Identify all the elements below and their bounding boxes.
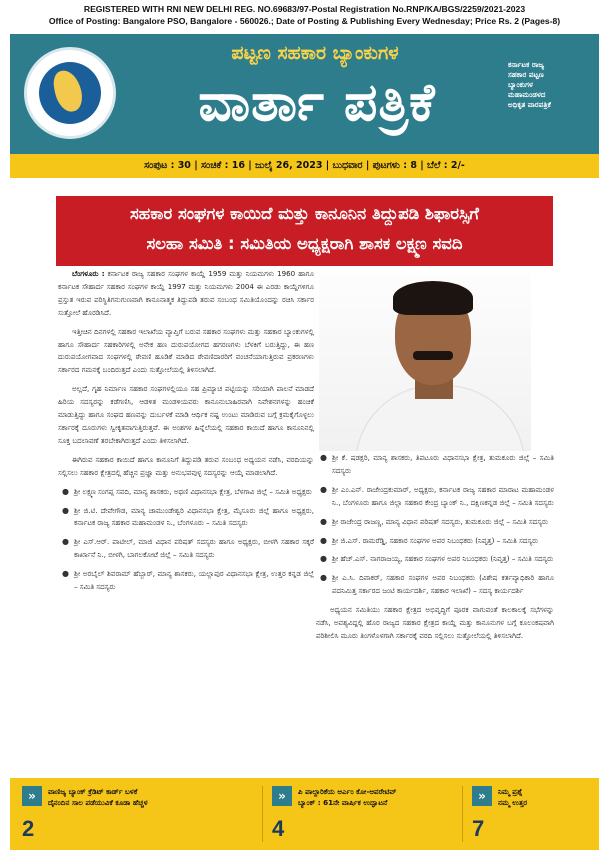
bullet-icon: ● xyxy=(62,537,69,547)
lakshman-savadi-photo xyxy=(319,273,531,451)
member-list-item: ● ಶ್ರೀ ಜಿ.ಎಸ್. ರಾಮರೆಡ್ಡಿ, ಸಹಕಾರ ಸಂಘಗಳ ಅಪರ ನಿಬಂಧಕರು (ನಿವೃತ್ತ) – ಸಮಿತಿ ಸದಸ್ಯರು xyxy=(316,535,554,548)
divider xyxy=(462,786,463,842)
bullet-icon: ● xyxy=(320,554,327,564)
teaser-page-number: 7 xyxy=(472,816,485,841)
side-note-line: ಮಹಾಮಂಡಳದ xyxy=(508,90,546,99)
member-list-item: ● ಶ್ರೀ ಅರಬೈಲ್ ಶಿವರಾಮ್ ಹೆಬ್ಬಾರ್, ಮಾನ್ಯ ಶಾಸಕರು, ಯಲ್ಲಾಪುರ ವಿಧಾನಸಭಾ ಕ್ಷೇತ್ರ, ಉತ್ತರ ಕನ್ನಡ ಜಿಲ್ಲೆ – ಸಮಿತಿ ಸದಸ್ಯರು xyxy=(62,569,314,592)
bullet-icon: ● xyxy=(320,484,327,494)
side-note-line: ಬ್ಯಾಂಕುಗಳ xyxy=(508,80,533,89)
article-paragraph: ಅಲ್ಲದೆ, ಗೃಹ ನಿರ್ಮಾಣ ಸಹಕಾರ ಸಂಘಗಳಲ್ಲಿಯೂ ಸಹ ಪ್ರಿಮ್ಯಾಚ ಪಟ್ಟಿಯನ್ನು ಸರಿಯಾಗಿ ಪಾಲನೆ ಮಾಡದೆ ಹಿರಿಯ ಸದಸ್ಯರನ್ನು ಕಡೆಗಣಿಸಿ, ಆಡಳಿತ ಮಂಡಳಿಯವರು ಕಾನೂನುಬಾಹಿರವಾಗಿ ನಿವೇಶನಗಳನ್ನು ಹಂಚಿಕೆ ಮಾಡುತ್ತಿದ್ದು ಹಾಗೂ ಸಂಘದ ಹಣವನ್ನು ದುರ್ಬಳಕೆ ಮಾಡಿ ಆರ್ಥಿಕ ನಷ್ಟ ಉಂಟು ಮಾಡಿರುವ ಬಗ್ಗೆ ಕ್ರಮಕೈಗೊಳ್ಳಲು ಸರ್ಕಾರಕ್ಕೆ ದೂರುಗಳು ಸ್ವೀಕೃತವಾಗುತ್ತಿರುತ್ತವೆ. ಈ ಅಂಶಗಳ ಹಿನ್ನೆಲೆಯಲ್ಲಿ ಸಹಕಾರ ಕಾಯಿದೆ ಹಾಗೂ ಕಾನೂನಿನಲ್ಲಿ ಸೂಕ್ತ ಬದಲಾವಣೆ ತರಬೇಕಾಗಿರುತ್ತದೆ ಎಂದು ತಿಳಿಸಲಾಗಿದೆ. xyxy=(58,384,314,445)
member-list-item: ● ಶ್ರೀ ಜಿ.ಟಿ. ದೇವೇಗೌಡ, ಮಾನ್ಯ ಚಾಮುಂಡೇಶ್ವರಿ ವಿಧಾನಸಭಾ ಕ್ಷೇತ್ರ, ಮೈಸೂರು ಜಿಲ್ಲೆ ಹಾಗೂ ಅಧ್ಯಕ್ಷರು, ಕರ್ನಾಟಕ ರಾಜ್ಯ ಸಹಕಾರ ಮಹಾಮಂಡಳ ನಿ., ಬೆಂಗಳೂರು – ಸಮಿತಿ ಸದಸ್ಯರು xyxy=(62,505,314,528)
side-note-line: ಅಧಿಕೃತ ವಾರಪತ್ರಿಕೆ xyxy=(508,100,551,109)
registration-line-2: Office of Posting: Bangalore PSO, Bangalore - 560026.; Date of Posting & Publishing Every Wednesday; Price Rs. 2 (Pages-8) xyxy=(48,15,561,26)
side-note-line: ಕರ್ನಾಟಕ ರಾಜ್ಯ xyxy=(508,60,545,69)
double-chevron-right-icon: » xyxy=(472,786,492,806)
bullet-icon: ● xyxy=(62,505,69,515)
bullet-icon: ● xyxy=(320,535,327,545)
headline-line-1: ಸಹಕಾರ ಸಂಘಗಳ ಕಾಯಿದೆ ಮತ್ತು ಕಾನೂನಿನ ತಿದ್ದುಪಡಿ ಶಿಫಾರಸ್ಸಿಗೆ xyxy=(130,204,479,223)
bullet-icon: ● xyxy=(62,486,69,496)
registration-line-1: REGISTERED WITH RNI NEW DELHI REG. NO.69683/97-Postal Registration No.RNP/KA/BGS/2259/2021-2023 xyxy=(83,4,526,14)
teaser-line-2: ಬ್ಯಾಂಕ್ : 61ನೇ ವಾರ್ಷಿಕ ಉದ್ಘಾಟನೆ xyxy=(298,798,388,807)
member-list-item: ● ಶ್ರೀ ಲಕ್ಷ್ಮಣ ಸಂಗಪ್ಪ ಸವದಿ, ಮಾನ್ಯ ಶಾಸಕರು, ಅಥಣಿ ವಿಧಾನಸಭಾ ಕ್ಷೇತ್ರ, ಬೆಳಗಾವಿ ಜಿಲ್ಲೆ – ಸಮಿತಿ ಅಧ್ಯಕ್ಷರು xyxy=(58,486,314,499)
teaser-line-1: ಪಿ ಪಾಲ್ದಾರಿಕೆಯ ಆರ್ಎಂ ಕೋ-ಆಪರೇಟಿವ್ xyxy=(298,787,397,796)
side-note-line: ಸಹಕಾರ ಪಟ್ಟಣ xyxy=(508,70,544,79)
bullet-icon: ● xyxy=(320,453,327,462)
member-list-item: ● ಶ್ರೀ ಕೆ. ಷಡಕ್ಷರಿ, ಮಾನ್ಯ ಶಾಸಕರು, ತಿಪಟೂರು ವಿಧಾನಸಭಾ ಕ್ಷೇತ್ರ, ತುಮಕೂರು ಜಿಲ್ಲೆ – ಸಮಿತಿ ಸದಸ್ಯರು xyxy=(320,453,554,475)
article-closing-paragraph: ಅಧ್ಯಯನ ಸಮಿತಿಯು ಸಹಕಾರ ಕ್ಷೇತ್ರದ ಅಭಿವೃದ್ಧಿಗೆ ಪೂರಕ ವಾಗುವಂತೆ ಕಾಲಕಾಲಕ್ಕೆ ಸಭೆಗಳನ್ನು ನಡೆಸಿ, ಅವಶ್ಯವಿದ್ದಲ್ಲಿ ಹೊರ ರಾಜ್ಯದ ಸಹಕಾರ ಕ್ಷೇತ್ರದ ಕಾಯ್ದೆ ಮತ್ತು ಕಾನೂನುಗಳ ಬಗ್ಗೆ ಕೂಲಂಕಷವಾಗಿ ಪರಿಶೀಲಿಸಿ ಮೂರು ತಿಂಗಳೊಳಗಾಗಿ ಸರ್ಕಾರಕ್ಕೆ ವರದಿ ಸಲ್ಲಿಸಲು ಸುತ್ತೋಲೆಯಲ್ಲಿ ತಿಳಿಸಲಾಗಿದೆ. xyxy=(316,605,554,640)
bullet-icon: ● xyxy=(320,573,327,583)
federation-logo-icon xyxy=(24,47,116,139)
teaser-line-1: ನಿಮ್ಮ ಪ್ರಶ್ನೆ xyxy=(498,787,523,796)
article-paragraph: ಇತ್ತೀಚಿನ ದಿನಗಳಲ್ಲಿ ಸಹಕಾರ ಇಲಾಖೆಯ ವ್ಯಾಪ್ತಿಗೆ ಬರುವ ಸಹಕಾರ ಸಂಘಗಳು ಮತ್ತು ಸಹಕಾರ ಬ್ಯಾಂಕುಗಳಲ್ಲಿ ಹಾಗೂ ಸೌಹಾರ್ದ ಸಹಕಾರಿಗಳಲ್ಲಿ ಅನೇಕ ಹಣ ದುರುಪಯೋಗದ ಹಗರಣಗಳು ಬೆಳಕಿಗೆ ಬರುತ್ತಿದ್ದು, ಈ ಹಣ ದುರುಪಯೋಗವಾದ ಸಂಘಗಳಲ್ಲಿ ಠೇವಣಿ ಹೂಡಿಕೆ ಮಾಡಿದ ಠೇವಣಿದಾರರಿಗೆ ವಂಚನೆಯಾಗುತ್ತಿರುವ ಪ್ರಕರಣಗಳು ಸರ್ಕಾರದ ಗಮನಕ್ಕೆ ಬಂದಿರುತ್ತದೆ ಎಂದು ಸುತ್ತೋಲೆಯಲ್ಲಿ ತಿಳಿಸಲಾಗಿದೆ. xyxy=(58,326,314,375)
article-paragraph: ಬೆಂಗಳೂರು : ಕರ್ನಾಟಕ ರಾಜ್ಯ ಸಹಕಾರ ಸಂಘಗಳ ಕಾಯ್ದೆ 1959 ಮತ್ತು ನಿಯಮಗಳು 1960 ಹಾಗೂ ಕರ್ನಾಟಕ ಸೌಹಾರ್ದ ಸಹಕಾರ ಸಂಘಗಳ ಕಾಯ್ದೆ 1997 ಮತ್ತು ನಿಯಮಗಳು 2004 ಈ ಎರಡು ಕಾಯ್ದೆಗಳಿಗೂ ಪ್ರಸ್ತುತ ಇರುವ ಪರಿಸ್ಥಿತಿಗನುಗುಣವಾಗಿ ಕಾನೂನಾತ್ಮಕ ತಿದ್ದುಪಡಿ ತರುವ ಸಂಬಂಧ ಸಮಿತಿಯೊಂದನ್ನು ರಚಿಸಿ ಸರ್ಕಾರ ಸುತ್ತೋಲೆ ಹೊರಡಿಸಿದೆ. xyxy=(58,269,315,317)
member-list-item: ● ಶ್ರೀ ಹೆಚ್.ಎಸ್. ನಾಗರಾಜಯ್ಯ, ಸಹಕಾರ ಸಂಘಗಳ ಅಪರ ನಿಬಂಧಕರು (ನಿವೃತ್ತ) – ಸಮಿತಿ ಸದಸ್ಯರು xyxy=(316,553,554,566)
footer-teasers xyxy=(10,778,599,850)
teaser-line-1: ವಾಣಿಜ್ಯ ಬ್ಯಾಂಕ್ ಕ್ರೆಡಿಟ್ ಕಾರ್ಡ್ ಬಳಕೆ xyxy=(48,787,138,796)
masthead-subtitle: ಪಟ್ಟಣ ಸಹಕಾರ ಬ್ಯಾಂಕುಗಳ xyxy=(231,42,399,64)
teaser-line-2: ನಮ್ಮ ಉತ್ತರ xyxy=(498,798,528,807)
bullet-icon: ● xyxy=(62,569,69,579)
teaser-line-2: ದೈನಂದಿನ ಸಾಲ ಪಡೆಯುವಿಕೆ ಕೂಡಾ ಹೆಚ್ಚಳ xyxy=(48,798,148,807)
divider xyxy=(262,786,263,842)
member-secretary-item: ● ಶ್ರೀ ಎ.ಸಿ. ದಿವಾಕರ್, ಸಹಕಾರ ಸಂಘಗಳ ಅಪರ ನಿಬಂಧಕರು (ವಿಶೇಷ ಕರ್ತವ್ಯಾಧಿಕಾರಿ ಹಾಗೂ ಪದನಿಮಿತ್ತ ಸರ್ಕಾರದ ಜಂಟಿ ಕಾರ್ಯದರ್ಶಿ, ಸಹಕಾರ ಇಲಾಖೆ) – ಸದಸ್ಯ ಕಾರ್ಯದರ್ಶಿ xyxy=(320,573,554,596)
bullet-icon: ● xyxy=(320,516,327,526)
article-paragraph: ಈಗಿರುವ ಸಹಕಾರ ಕಾಯಿದೆ ಹಾಗೂ ಕಾನೂನಿಗೆ ತಿದ್ದುಪಡಿ ತರುವ ಸಂಬಂಧ ಅಧ್ಯಯನ ನಡೆಸಿ, ವರದಿಯನ್ನು ಸಲ್ಲಿಸಲು ಸಹಕಾರ ಕ್ಷೇತ್ರದಲ್ಲಿ ಹೆಚ್ಚಿನ ಪ್ರಜ್ಞಾ ಮತ್ತು ಅನುಭವವುಳ್ಳ ಸದಸ್ಯರನ್ನು ಆಯ್ಕೆ ಮಾಡಲಾಗಿದೆ. xyxy=(58,454,314,477)
teaser-page-number: 4 xyxy=(272,816,285,841)
registration-info xyxy=(0,4,609,27)
issue-info-bar: ಸಂಪುಟ : 30 | ಸಂಚಿಕೆ : 16 | ಜುಲೈ 26, 2023 | ಬುಧವಾರ | ಪುಟಗಳು : 8 | ಬೆಲೆ : 2/- xyxy=(10,154,599,178)
double-chevron-right-icon: » xyxy=(22,786,42,806)
headline-line-2: ಸಲಹಾ ಸಮಿತಿ : ಸಮಿತಿಯ ಅಧ್ಯಕ್ಷರಾಗಿ ಶಾಸಕ ಲಕ್ಷ್ಮಣ ಸವದಿ xyxy=(146,234,463,253)
member-list-item: ● ಶ್ರೀ ಎಸ್.ಆರ್. ಪಾಟೀಲ್, ಮಾಜಿ ವಿಧಾನ ಪರಿಷತ್ ಸದಸ್ಯರು ಹಾಗೂ ಅಧ್ಯಕ್ಷರು, ಬೀಳಗಿ ಸಹಕಾರ ಸಕ್ಕರೆ ಕಾರ್ಖಾನೆ ನಿ., ಬೀಳಗಿ, ಬಾಗಲಕೋಟೆ ಜಿಲ್ಲೆ – ಸಮಿತಿ ಸದಸ್ಯರು xyxy=(62,537,314,560)
dateline: ಬೆಂಗಳೂರು : xyxy=(72,269,105,278)
member-list-item: ● ಶ್ರೀ ರಾಜೇಂದ್ರ ರಾಜಣ್ಣ, ಮಾನ್ಯ ವಿಧಾನ ಪರಿಷತ್ ಸದಸ್ಯರು, ತುಮಕೂರು ಜಿಲ್ಲೆ – ಸಮಿತಿ ಸದಸ್ಯರು xyxy=(316,516,554,529)
masthead-title: ವಾರ್ತಾ ಪತ್ರಿಕೆ xyxy=(198,72,436,133)
article-left-column xyxy=(58,268,314,600)
member-list-item: ● ಶ್ರೀ ಎಂ.ಎನ್. ರಾಜೇಂದ್ರಕುಮಾರ್, ಅಧ್ಯಕ್ಷರು, ಕರ್ನಾಟಕ ರಾಜ್ಯ ಸಹಕಾರ ಮಾರಾಟ ಮಹಾಮಂಡಳ ನಿ., ಬೆಂಗಳೂರು ಹಾಗೂ ಜಿಲ್ಲಾ ಸಹಕಾರ ಕೇಂದ್ರ ಬ್ಯಾಂಕ್ ನಿ., ದಕ್ಷಿಣಕನ್ನಡ ಜಿಲ್ಲೆ – ಸಮಿತಿ ಸದಸ್ಯರು xyxy=(320,484,554,507)
masthead-side-note xyxy=(508,60,594,110)
teaser-page-number: 2 xyxy=(22,816,35,841)
masthead xyxy=(10,34,599,154)
main-headline xyxy=(56,196,553,266)
article-right-column xyxy=(316,452,554,649)
double-chevron-right-icon: » xyxy=(272,786,292,806)
